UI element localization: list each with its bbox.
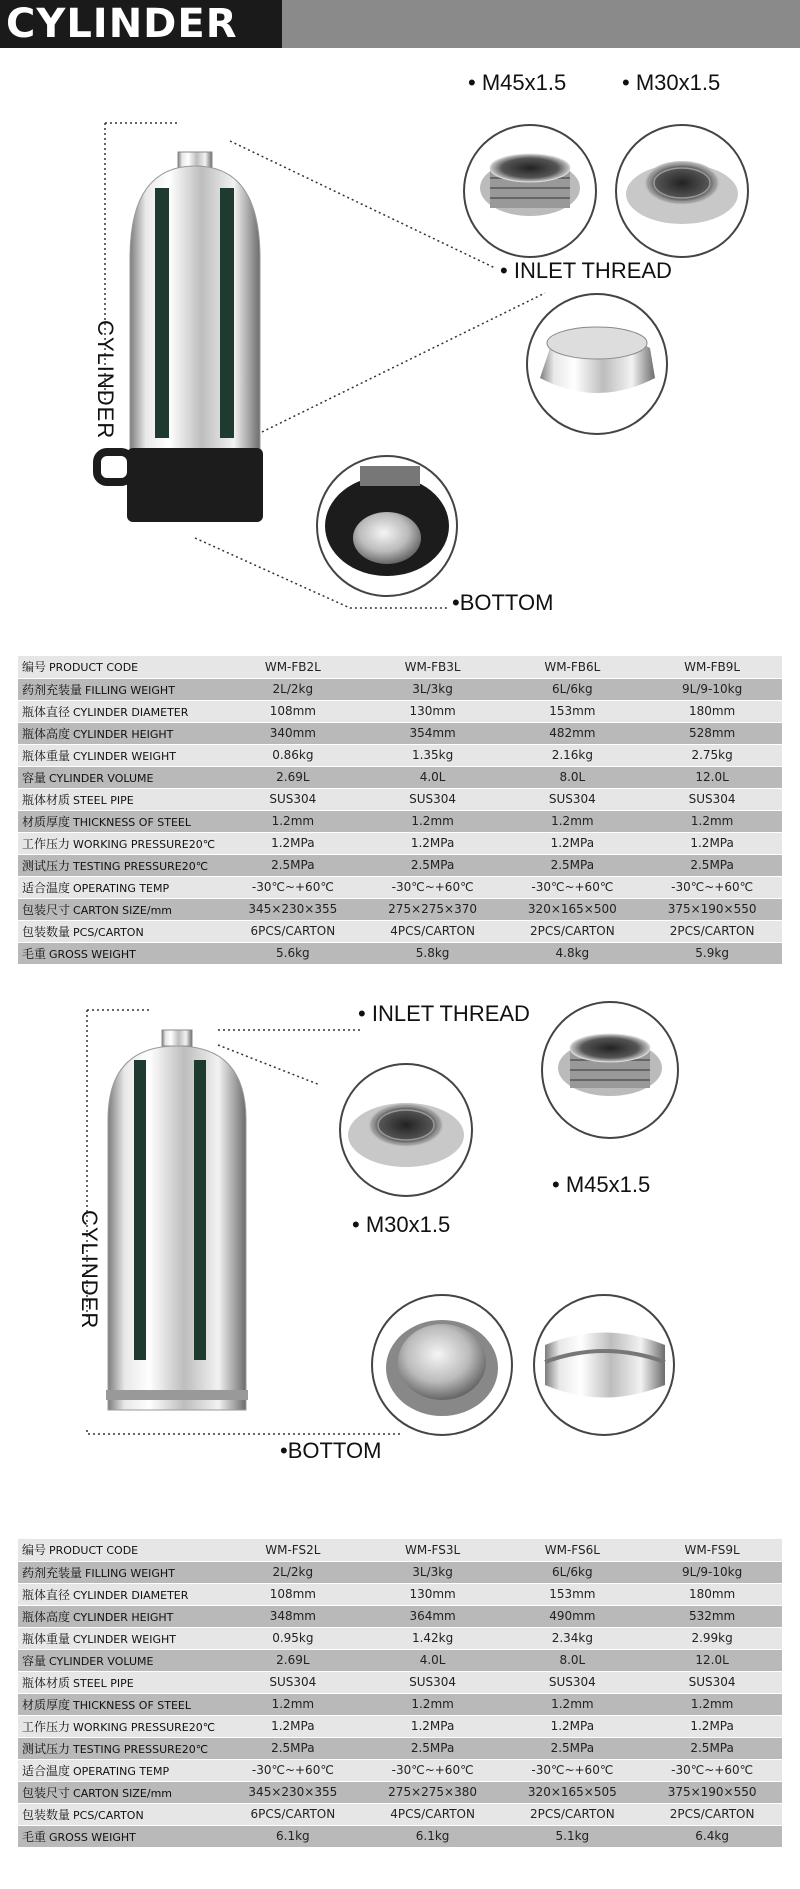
table-cell: 2.5MPa	[642, 1737, 782, 1759]
table-cell: WM-FS2L	[223, 1539, 363, 1561]
table-cell: 1.2mm	[223, 1693, 363, 1715]
table-row	[18, 898, 782, 920]
table-row	[18, 766, 782, 788]
table-cell: 6PCS/CARTON	[223, 920, 363, 942]
fs-bottom-inside-circle	[372, 1295, 512, 1435]
table-cell: 6L/6kg	[502, 678, 642, 700]
table-cell: 108mm	[223, 700, 363, 722]
table-cell: 482mm	[502, 722, 642, 744]
row-label-en: CYLINDER WEIGHT	[73, 1632, 176, 1646]
cylinder-image-fs	[106, 1030, 248, 1410]
table-cell: 364mm	[363, 1605, 503, 1627]
section1-diagram	[0, 48, 800, 638]
table-row	[18, 656, 782, 678]
row-label	[18, 876, 223, 898]
table-cell: 180mm	[642, 1583, 782, 1605]
table-row	[18, 1825, 782, 1847]
row-label-en: THICKNESS OF STEEL	[73, 815, 191, 829]
row-label-en: PCS/CARTON	[73, 1808, 144, 1822]
fs-inlet-thread-label: • INLET THREAD	[358, 1001, 530, 1026]
row-label-cn: 包装数量	[22, 1807, 71, 1822]
row-label-en: PRODUCT CODE	[49, 1544, 139, 1558]
fs-thread-m45-circle	[542, 1002, 678, 1138]
row-label	[18, 920, 223, 942]
table-cell: 2.69L	[223, 1649, 363, 1671]
table-cell: SUS304	[502, 1671, 642, 1693]
table-row	[18, 854, 782, 876]
table-cell: 1.2mm	[502, 1693, 642, 1715]
row-label	[18, 1803, 223, 1825]
table-row	[18, 1539, 782, 1561]
table-cell: -30℃~+60℃	[502, 1759, 642, 1781]
table-cell: 2L/2kg	[223, 1561, 363, 1583]
table-cell: 1.2MPa	[642, 832, 782, 854]
row-label-cn: 药剂充装量	[22, 682, 83, 697]
table-cell: 2.5MPa	[502, 1737, 642, 1759]
table-cell: 1.35kg	[363, 744, 503, 766]
row-label-en: GROSS WEIGHT	[49, 947, 136, 961]
row-label	[18, 1605, 223, 1627]
row-label-en: STEEL PIPE	[73, 793, 134, 807]
table-cell: 9L/9-10kg	[642, 1561, 782, 1583]
row-label	[18, 1627, 223, 1649]
table-cell: 2PCS/CARTON	[502, 920, 642, 942]
page-title: CYLINDER	[0, 0, 282, 48]
row-label-cn: 瓶体高度	[22, 726, 71, 741]
row-label	[18, 1671, 223, 1693]
row-label-en: OPERATING TEMP	[73, 1764, 170, 1778]
table-cell: 3L/3kg	[363, 1561, 503, 1583]
row-label-cn: 容量	[22, 770, 47, 785]
bottom-label: •BOTTOM	[452, 590, 554, 615]
table-cell: 2.16kg	[502, 744, 642, 766]
row-label-en: WORKING PRESSURE20℃	[73, 1720, 216, 1734]
table-cell: 2.5MPa	[502, 854, 642, 876]
row-label	[18, 678, 223, 700]
thread-m30-circle	[616, 125, 748, 257]
table-cell: 180mm	[642, 700, 782, 722]
row-label-cn: 瓶体直径	[22, 1587, 71, 1602]
table-cell: 2.5MPa	[223, 854, 363, 876]
table-cell: 130mm	[363, 700, 503, 722]
table-cell: -30℃~+60℃	[642, 876, 782, 898]
row-label-cn: 瓶体高度	[22, 1609, 71, 1624]
table-cell: 345×230×355	[223, 1781, 363, 1803]
table-cell: 2.34kg	[502, 1627, 642, 1649]
row-label-en: TESTING PRESSURE20℃	[73, 859, 209, 873]
row-label	[18, 898, 223, 920]
row-label-cn: 材质厚度	[22, 814, 71, 829]
table-cell: 354mm	[363, 722, 503, 744]
row-label-cn: 毛重	[22, 946, 47, 961]
row-label-en: THICKNESS OF STEEL	[73, 1698, 191, 1712]
table-cell: 1.2MPa	[223, 832, 363, 854]
row-label-cn: 瓶体材质	[22, 1675, 71, 1690]
table-cell: 1.2mm	[363, 1693, 503, 1715]
table-cell: 108mm	[223, 1583, 363, 1605]
row-label-en: CYLINDER HEIGHT	[73, 1610, 174, 1624]
table-cell: 1.2mm	[223, 810, 363, 832]
row-label	[18, 1561, 223, 1583]
row-label	[18, 1583, 223, 1605]
table-row	[18, 788, 782, 810]
table-cell: 320×165×500	[502, 898, 642, 920]
table-cell: 1.2MPa	[363, 1715, 503, 1737]
table-cell: 4.0L	[363, 1649, 503, 1671]
row-label	[18, 788, 223, 810]
row-label	[18, 1759, 223, 1781]
table-cell: 1.2mm	[363, 810, 503, 832]
table-row	[18, 832, 782, 854]
table-cell: 1.2mm	[642, 1693, 782, 1715]
row-label-en: CARTON SIZE/mm	[73, 1786, 173, 1800]
row-label	[18, 722, 223, 744]
table-cell: 2.69L	[223, 766, 363, 788]
fs-thread-m45-label: • M45x1.5	[552, 1172, 651, 1197]
fs-bottom-outside-circle	[534, 1295, 674, 1435]
table-row	[18, 810, 782, 832]
row-label	[18, 1539, 223, 1561]
table-cell: 348mm	[223, 1605, 363, 1627]
row-label-cn: 药剂充装量	[22, 1565, 83, 1580]
table-cell: 1.2MPa	[363, 832, 503, 854]
row-label	[18, 1825, 223, 1847]
table-row	[18, 876, 782, 898]
row-label-en: CYLINDER WEIGHT	[73, 749, 176, 763]
table-row	[18, 1759, 782, 1781]
table-cell: 375×190×550	[642, 1781, 782, 1803]
table-cell: 6.4kg	[642, 1825, 782, 1847]
row-label-cn: 瓶体重量	[22, 1631, 71, 1646]
table-cell: SUS304	[642, 788, 782, 810]
table-cell: 2L/2kg	[223, 678, 363, 700]
row-label	[18, 1693, 223, 1715]
table-cell: 345×230×355	[223, 898, 363, 920]
table-cell: SUS304	[223, 1671, 363, 1693]
table-row	[18, 1561, 782, 1583]
table-row	[18, 1781, 782, 1803]
table-cell: 375×190×550	[642, 898, 782, 920]
row-label	[18, 700, 223, 722]
table-cell: 5.8kg	[363, 942, 503, 964]
row-label	[18, 854, 223, 876]
table-row	[18, 1583, 782, 1605]
row-label-en: CYLINDER VOLUME	[49, 1654, 154, 1668]
table-row	[18, 722, 782, 744]
table-cell: 5.1kg	[502, 1825, 642, 1847]
table-cell: 1.2mm	[642, 810, 782, 832]
table-cell: 4PCS/CARTON	[363, 1803, 503, 1825]
table-cell: 2PCS/CARTON	[642, 920, 782, 942]
table-cell: 2.99kg	[642, 1627, 782, 1649]
fs-thread-m30-circle	[340, 1064, 472, 1196]
table-cell: SUS304	[223, 788, 363, 810]
table-cell: 0.95kg	[223, 1627, 363, 1649]
spec-table-fs	[18, 1539, 782, 1848]
bottom-circle	[317, 456, 457, 596]
table-cell: 12.0L	[642, 1649, 782, 1671]
row-label-en: WORKING PRESSURE20℃	[73, 837, 216, 851]
row-label-cn: 瓶体重量	[22, 748, 71, 763]
row-label	[18, 942, 223, 964]
fs-thread-m30-label: • M30x1.5	[352, 1212, 451, 1237]
row-label-cn: 包装尺寸	[22, 902, 71, 917]
table-row	[18, 678, 782, 700]
row-label-en: GROSS WEIGHT	[49, 1830, 136, 1844]
table-row	[18, 920, 782, 942]
row-label-cn: 测试压力	[22, 858, 71, 873]
table-cell: 1.42kg	[363, 1627, 503, 1649]
table-cell: WM-FS6L	[502, 1539, 642, 1561]
table-row	[18, 1693, 782, 1715]
table-cell: -30℃~+60℃	[642, 1759, 782, 1781]
table-cell: 528mm	[642, 722, 782, 744]
table-cell: 6.1kg	[223, 1825, 363, 1847]
spec-table-fb	[18, 656, 782, 965]
row-label-en: CARTON SIZE/mm	[73, 903, 173, 917]
table-cell: 2.5MPa	[363, 1737, 503, 1759]
row-label-cn: 工作压力	[22, 836, 71, 851]
table-cell: 532mm	[642, 1605, 782, 1627]
row-label-en: CYLINDER VOLUME	[49, 771, 154, 785]
table-cell: -30℃~+60℃	[223, 876, 363, 898]
table-cell: 490mm	[502, 1605, 642, 1627]
row-label	[18, 1737, 223, 1759]
table-cell: WM-FB9L	[642, 656, 782, 678]
table-row	[18, 1627, 782, 1649]
table-cell: -30℃~+60℃	[223, 1759, 363, 1781]
table-cell: 1.2MPa	[223, 1715, 363, 1737]
table-cell: WM-FB3L	[363, 656, 503, 678]
table-cell: -30℃~+60℃	[363, 876, 503, 898]
fs-cylinder-label: CYLINDER	[77, 1210, 102, 1330]
row-label	[18, 832, 223, 854]
table-cell: WM-FB6L	[502, 656, 642, 678]
row-label-cn: 工作压力	[22, 1719, 71, 1734]
table-cell: 1.2MPa	[502, 1715, 642, 1737]
row-label-en: PRODUCT CODE	[49, 661, 139, 675]
row-label-en: CYLINDER DIAMETER	[73, 705, 189, 719]
row-label-en: FILLING WEIGHT	[85, 683, 175, 697]
row-label-cn: 适合温度	[22, 880, 71, 895]
table-cell: 1.2mm	[502, 810, 642, 832]
table-cell: 340mm	[223, 722, 363, 744]
table-cell: 153mm	[502, 700, 642, 722]
row-label-cn: 适合温度	[22, 1763, 71, 1778]
thread-m45-circle	[464, 125, 596, 257]
table-cell: WM-FS9L	[642, 1539, 782, 1561]
table-row	[18, 700, 782, 722]
row-label-cn: 包装数量	[22, 924, 71, 939]
row-label	[18, 1649, 223, 1671]
row-label-en: STEEL PIPE	[73, 1676, 134, 1690]
table-cell: 2PCS/CARTON	[642, 1803, 782, 1825]
table-cell: SUS304	[363, 788, 503, 810]
table-row	[18, 1715, 782, 1737]
row-label-en: CYLINDER DIAMETER	[73, 1588, 189, 1602]
table-cell: 6PCS/CARTON	[223, 1803, 363, 1825]
section2-diagram	[0, 990, 800, 1500]
table-cell: 4.8kg	[502, 942, 642, 964]
table-cell: 130mm	[363, 1583, 503, 1605]
table-cell: 9L/9-10kg	[642, 678, 782, 700]
table-cell: 320×165×505	[502, 1781, 642, 1803]
table-cell: WM-FB2L	[223, 656, 363, 678]
row-label-cn: 瓶体直径	[22, 704, 71, 719]
table-cell: SUS304	[363, 1671, 503, 1693]
row-label-cn: 编号	[22, 1543, 47, 1558]
thread-m30-label: • M30x1.5	[622, 70, 721, 95]
table-cell: 4.0L	[363, 766, 503, 788]
row-label-cn: 毛重	[22, 1829, 47, 1844]
table-row	[18, 1803, 782, 1825]
thread-m45-label: • M45x1.5	[468, 70, 567, 95]
table-row	[18, 1605, 782, 1627]
table-cell: 12.0L	[642, 766, 782, 788]
table-cell: 2PCS/CARTON	[502, 1803, 642, 1825]
inlet-thread-label: • INLET THREAD	[500, 258, 672, 283]
table-cell: WM-FS3L	[363, 1539, 503, 1561]
row-label-en: PCS/CARTON	[73, 925, 144, 939]
table-row	[18, 1671, 782, 1693]
table-cell: 5.6kg	[223, 942, 363, 964]
row-label-cn: 测试压力	[22, 1741, 71, 1756]
row-label	[18, 810, 223, 832]
table-cell: 4PCS/CARTON	[363, 920, 503, 942]
row-label-cn: 容量	[22, 1653, 47, 1668]
table-row	[18, 942, 782, 964]
row-label	[18, 1715, 223, 1737]
table-cell: -30℃~+60℃	[363, 1759, 503, 1781]
row-label	[18, 766, 223, 788]
table-cell: 1.2MPa	[502, 832, 642, 854]
table-cell: -30℃~+60℃	[502, 876, 642, 898]
table-cell: 0.86kg	[223, 744, 363, 766]
table-cell: 5.9kg	[642, 942, 782, 964]
row-label-cn: 瓶体材质	[22, 792, 71, 807]
table-cell: 6L/6kg	[502, 1561, 642, 1583]
row-label-cn: 材质厚度	[22, 1697, 71, 1712]
row-label-cn: 编号	[22, 660, 47, 675]
table-cell: 2.5MPa	[642, 854, 782, 876]
row-label	[18, 656, 223, 678]
table-cell: 6.1kg	[363, 1825, 503, 1847]
table-row	[18, 1737, 782, 1759]
table-cell: 8.0L	[502, 766, 642, 788]
row-label-en: CYLINDER HEIGHT	[73, 727, 174, 741]
table-cell: 275×275×380	[363, 1781, 503, 1803]
table-cell: 3L/3kg	[363, 678, 503, 700]
row-label-cn: 包装尺寸	[22, 1785, 71, 1800]
table-row	[18, 744, 782, 766]
table-cell: 8.0L	[502, 1649, 642, 1671]
row-label-en: FILLING WEIGHT	[85, 1566, 175, 1580]
table-row	[18, 1649, 782, 1671]
row-label	[18, 744, 223, 766]
row-label-en: OPERATING TEMP	[73, 881, 170, 895]
cylinder-image-fb	[97, 152, 263, 522]
cylinder-label: CYLINDER	[93, 320, 118, 440]
cylinder-top-circle	[527, 294, 667, 434]
row-label-en: TESTING PRESSURE20℃	[73, 1742, 209, 1756]
table-cell: 2.5MPa	[363, 854, 503, 876]
table-cell: SUS304	[502, 788, 642, 810]
table-cell: 2.75kg	[642, 744, 782, 766]
fs-bottom-label: •BOTTOM	[280, 1438, 382, 1463]
table-cell: 153mm	[502, 1583, 642, 1605]
table-cell: 275×275×370	[363, 898, 503, 920]
table-cell: 2.5MPa	[223, 1737, 363, 1759]
table-cell: SUS304	[642, 1671, 782, 1693]
row-label	[18, 1781, 223, 1803]
table-cell: 1.2MPa	[642, 1715, 782, 1737]
